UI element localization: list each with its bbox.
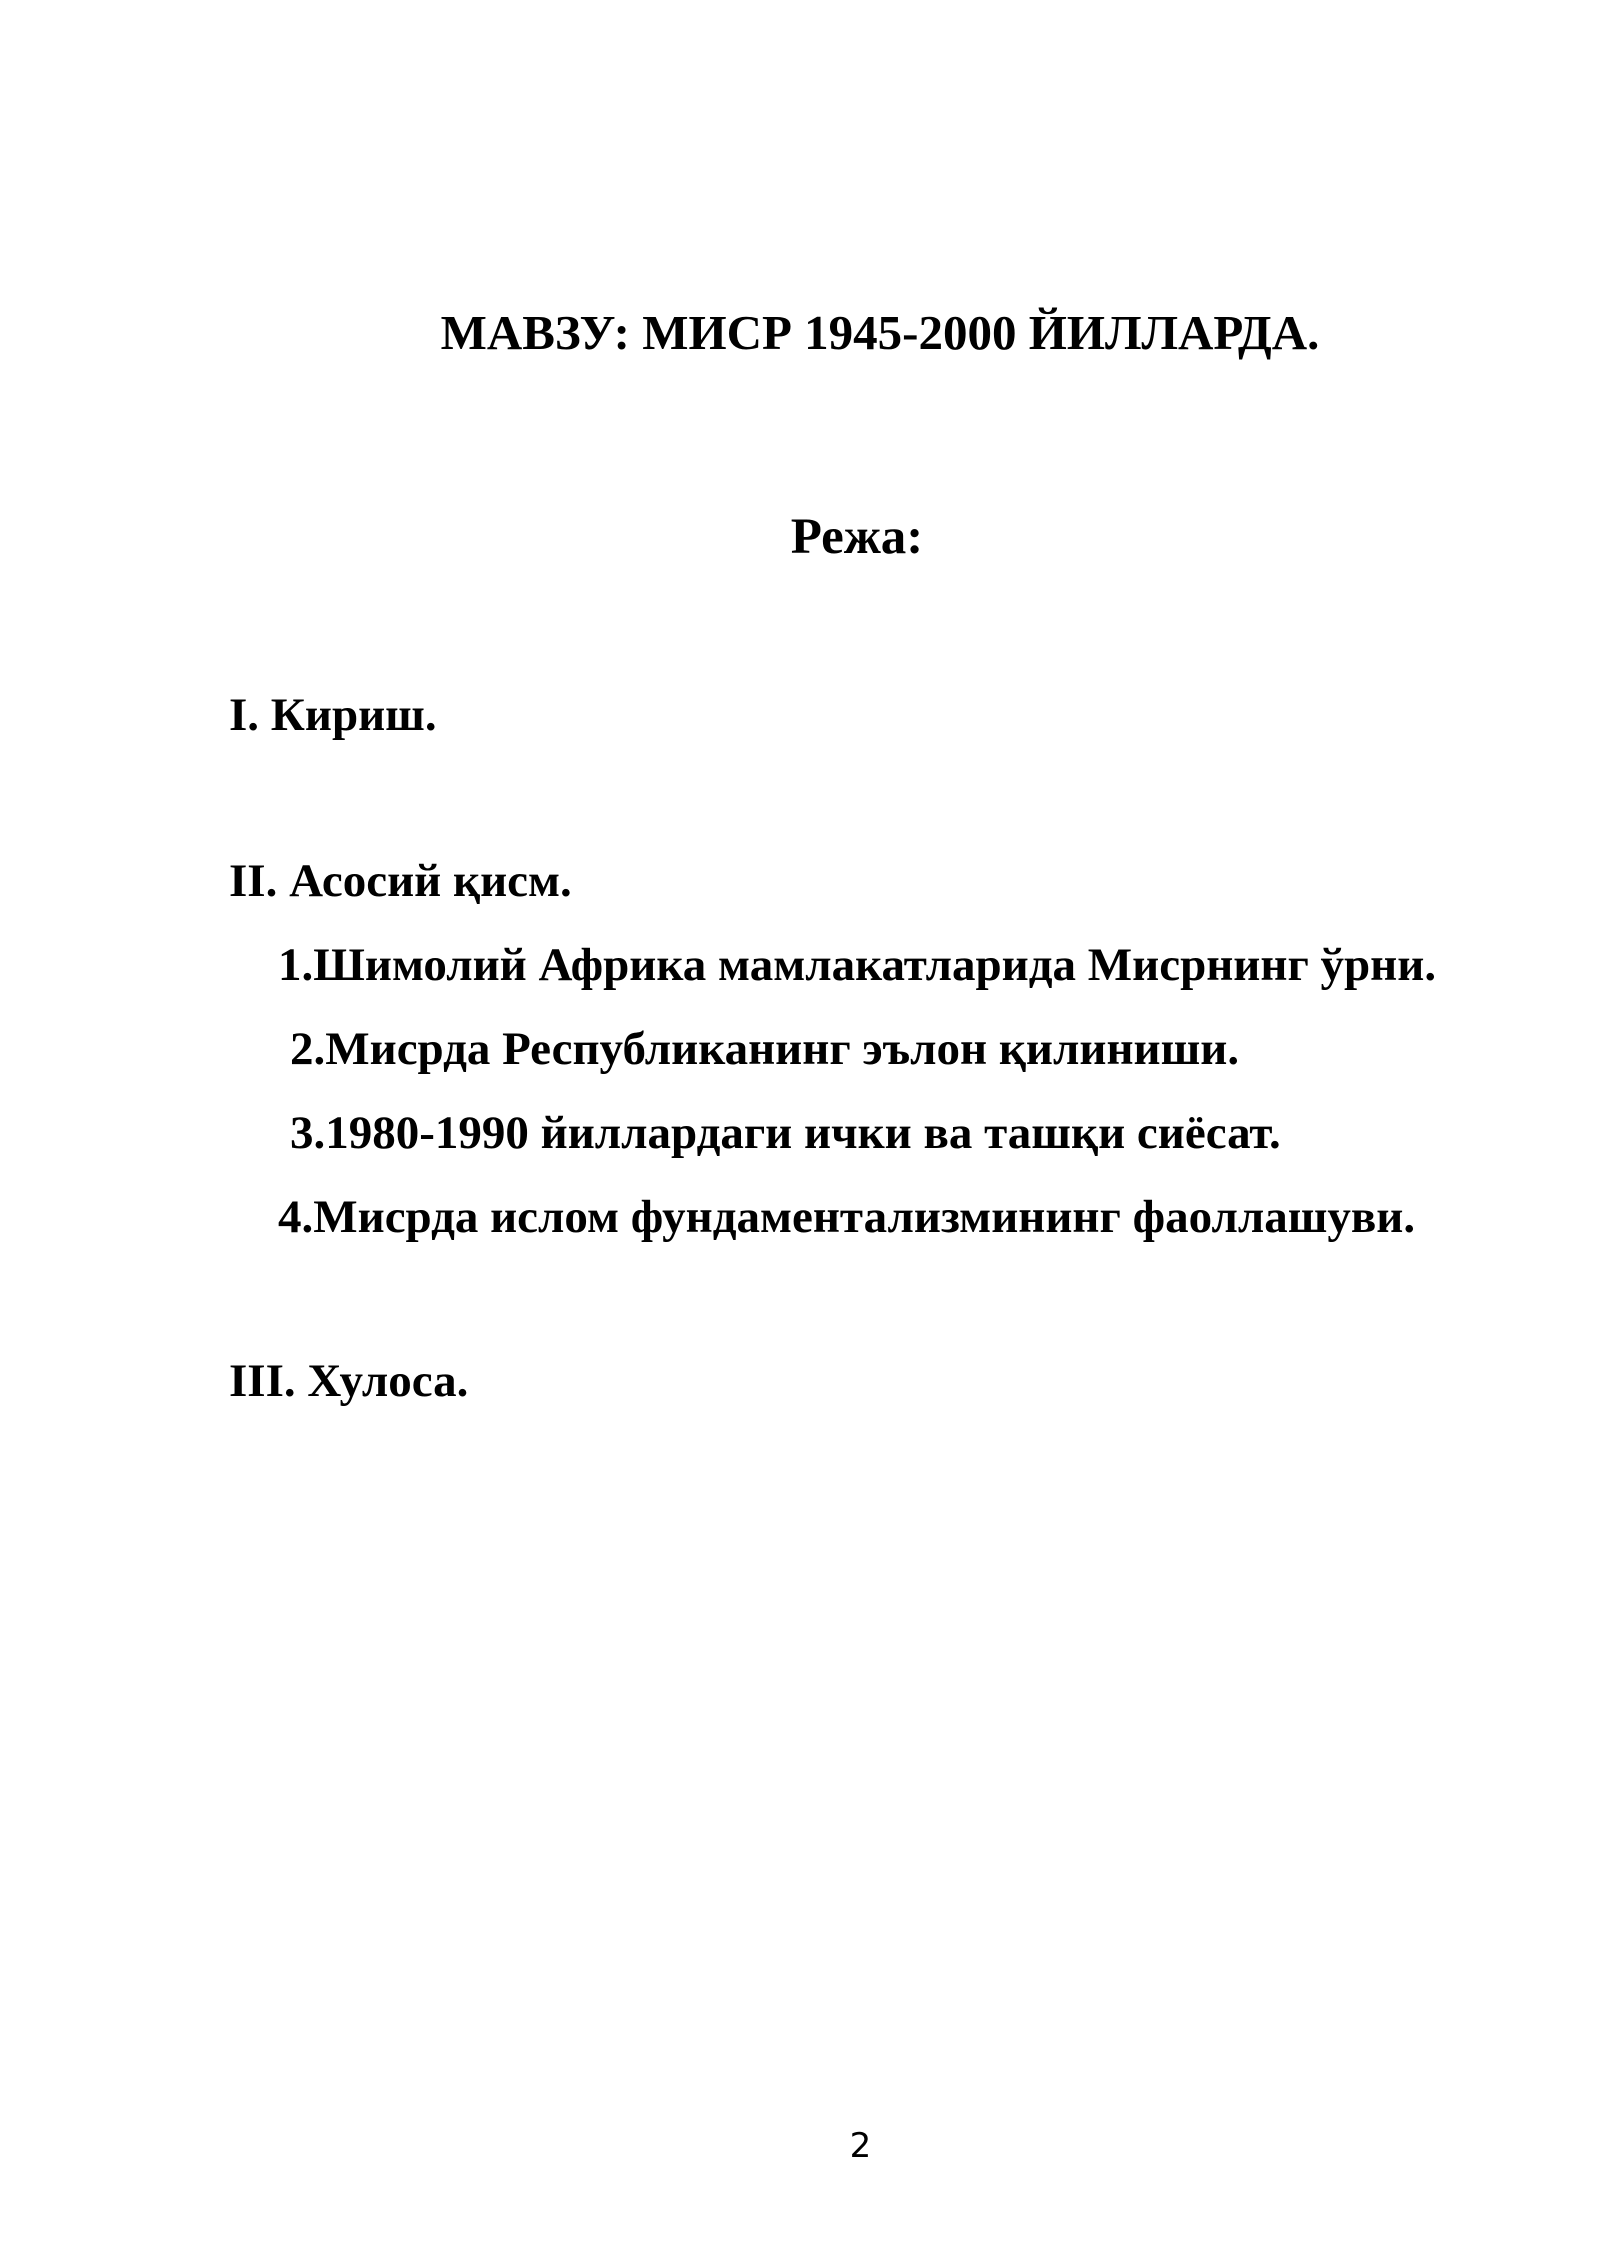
main-part-item-4: 4.Мисрда ислом фундаментализмининг фаоллашуви.	[278, 1191, 1416, 1243]
page-number: 2	[849, 2126, 872, 2166]
document-title: МАВЗУ: МИСР 1945-2000 ЙИЛЛАРДА.	[440, 305, 1320, 360]
section-introduction: I. Кириш.	[229, 689, 437, 741]
main-part-item-2: 2.Мисрда Республиканинг эълон қилиниши.	[290, 1023, 1240, 1075]
main-part-item-3: 3.1980-1990 йиллардаги ички ва ташқи сиёсат.	[290, 1107, 1281, 1159]
section-main-part: II. Асосий қисм.	[229, 855, 572, 907]
plan-heading: Режа:	[790, 509, 924, 565]
main-part-item-1: 1.Шимолий Африка мамлакатларида Мисрнинг ўрни.	[278, 939, 1437, 991]
section-conclusion: III. Хулоса.	[229, 1355, 469, 1407]
